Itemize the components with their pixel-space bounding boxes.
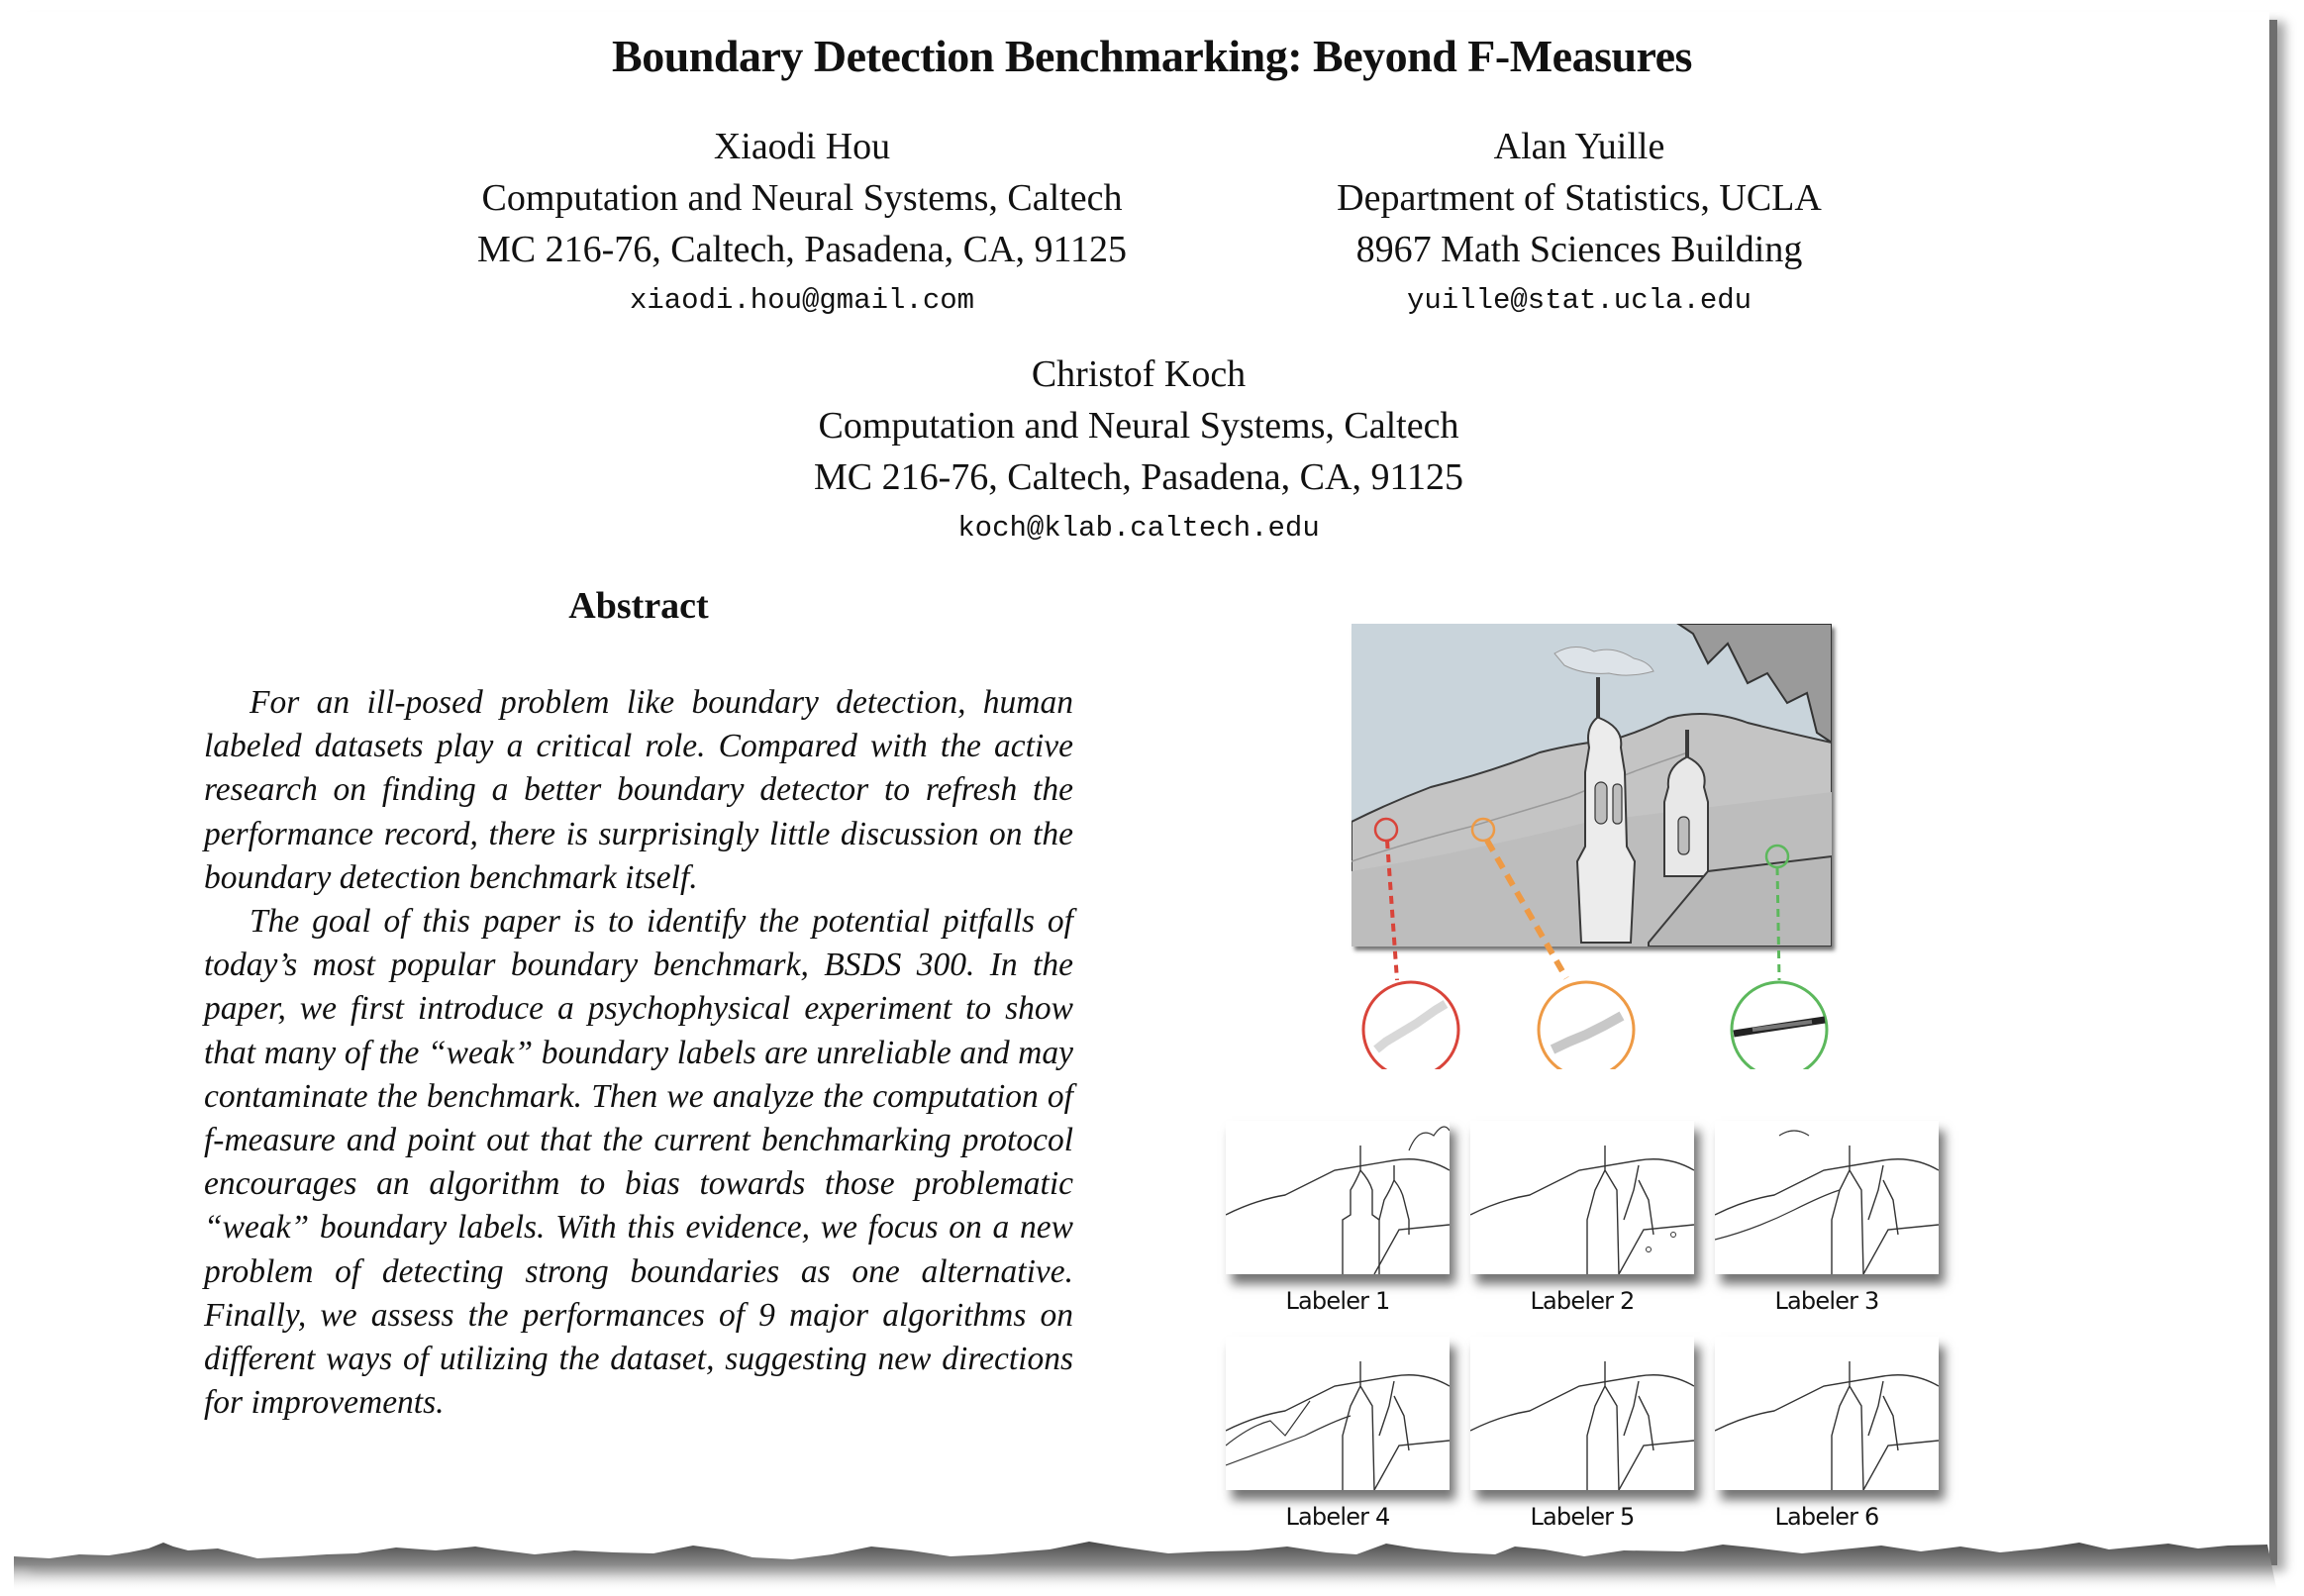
author-affiliation: Computation and Neural Systems, Caltech xyxy=(481,177,1123,219)
boundary-drawing xyxy=(1470,1121,1694,1274)
labeler-label: Labeler 4 xyxy=(1285,1503,1390,1531)
abstract-heading: Abstract xyxy=(568,585,709,627)
labeler-label: Labeler 6 xyxy=(1774,1503,1879,1531)
author-name: Alan Yuille xyxy=(1493,126,1665,167)
author-name: Xiaodi Hou xyxy=(713,126,891,167)
boundary-drawing xyxy=(1226,1121,1450,1274)
torn-paper-edge xyxy=(0,1533,2304,1596)
lens-orange xyxy=(1472,819,1634,1069)
author-email[interactable]: koch@klab.caltech.edu xyxy=(957,512,1320,545)
author-name: Christof Koch xyxy=(1031,353,1247,395)
lens-green xyxy=(1732,846,1827,1069)
author-affiliation: Department of Statistics, UCLA xyxy=(1337,177,1822,219)
labeler-thumbnail xyxy=(1226,1121,1450,1274)
boundary-drawing xyxy=(1715,1121,1939,1274)
labeler-thumbnail xyxy=(1715,1337,1939,1490)
labeler-label: Labeler 3 xyxy=(1774,1287,1879,1315)
lens-red xyxy=(1363,819,1458,1069)
boundary-drawing xyxy=(1470,1337,1694,1490)
paper-title: Boundary Detection Benchmarking: Beyond F-Measures xyxy=(612,31,1692,81)
abstract-paragraph: The goal of this paper is to identify the potential pitfalls of today’s most popular boundary benchmark, BSDS 300. In the paper, we first introduce a psychophysical experiment to show that many of the “weak” boundary labels are unreliable and may contaminate the benchmark. Then we analyze the computation of f-measure and point out that the current benchmarking protocol encourages an algorithm to bias towards those problematic “weak” boundary labels. With this evidence, we focus on a new problem of detecting strong boundaries as one alternative. Finally, we assess the performances of 9 major algorithms on different ways of utilizing the dataset, suggesting new directions for improvements. xyxy=(204,903,1073,1422)
labeler-thumbnail xyxy=(1470,1121,1694,1274)
labeler-thumbnail xyxy=(1470,1337,1694,1490)
author-email[interactable]: yuille@stat.ucla.edu xyxy=(1406,284,1753,317)
author-address: MC 216-76, Caltech, Pasadena, CA, 91125 xyxy=(813,456,1464,498)
author-address: 8967 Math Sciences Building xyxy=(1355,229,1803,270)
author-address: MC 216-76, Caltech, Pasadena, CA, 91125 xyxy=(476,229,1128,270)
author-block xyxy=(1228,121,1931,325)
author-email[interactable]: xiaodi.hou@gmail.com xyxy=(629,284,975,317)
abstract-paragraph: For an ill-posed problem like boundary detection, human labeled datasets play a critical role. Compared with the active research on finding a better boundary detector to refresh the performance record, there is surprisingly little discussion on the boundary detection benchmark itself. xyxy=(204,684,1073,896)
author-affiliation: Computation and Neural Systems, Caltech xyxy=(818,405,1459,447)
labeler-thumbnail xyxy=(1226,1337,1450,1490)
lens-overlay xyxy=(1218,614,1990,1069)
boundary-drawing xyxy=(1226,1337,1450,1490)
boundary-drawing xyxy=(1715,1337,1939,1490)
figure xyxy=(1218,614,1990,1535)
labeler-label: Labeler 2 xyxy=(1530,1287,1635,1315)
author-block xyxy=(693,349,1584,552)
author-block xyxy=(376,121,1228,325)
labeler-label: Labeler 1 xyxy=(1285,1287,1390,1315)
abstract-body xyxy=(204,681,1073,1425)
labeler-thumbnail xyxy=(1715,1121,1939,1274)
labeler-label: Labeler 5 xyxy=(1530,1503,1635,1531)
